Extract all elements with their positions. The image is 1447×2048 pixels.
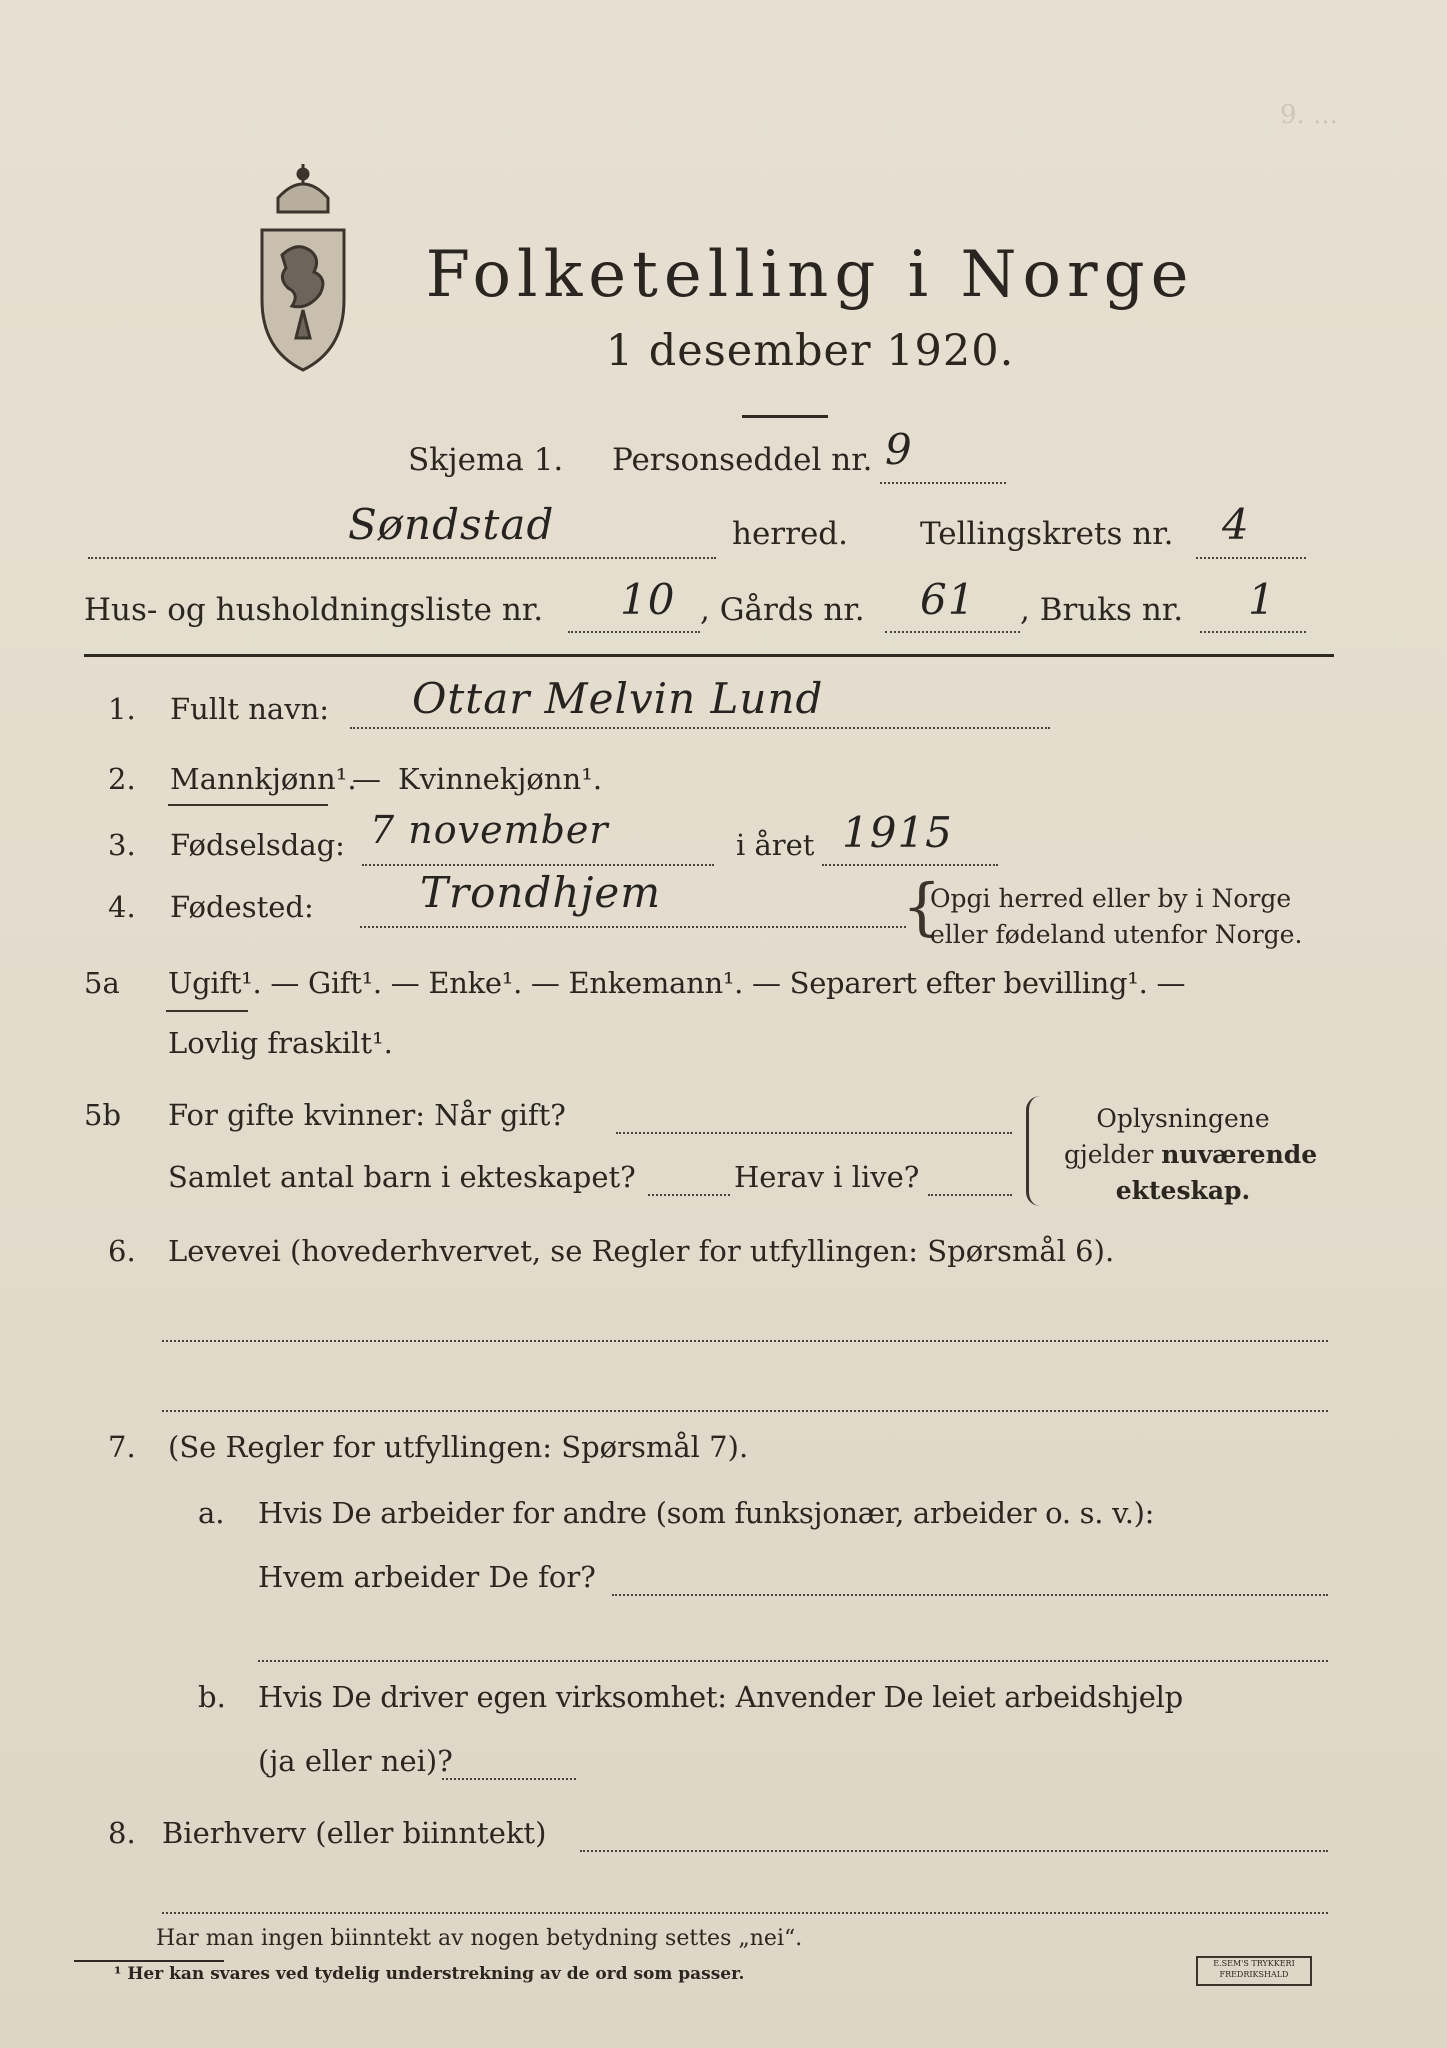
q3-label: Fødselsdag:: [170, 828, 345, 862]
footnote: ¹ Her kan svares ved tydelig understrekning av de ord som passer.: [114, 1964, 745, 1984]
q1-label: Fullt navn:: [170, 692, 330, 726]
husliste-label: Hus- og husholdningsliste nr.: [84, 592, 544, 628]
tellingskrets-field-line: [1196, 557, 1306, 559]
q2-number: 2.: [108, 762, 136, 796]
q3-field-line: [362, 864, 714, 866]
occupation-field-line-2[interactable]: [162, 1410, 1328, 1412]
birth-year-value[interactable]: 1915: [842, 808, 953, 857]
tellingskrets-label: Tellingskrets nr.: [920, 516, 1174, 552]
bruks-label: , Bruks nr.: [1020, 592, 1184, 628]
tellingskrets-value[interactable]: 4: [1222, 500, 1250, 549]
children-alive-field-line[interactable]: [928, 1194, 1012, 1196]
children-count-field-line[interactable]: [648, 1194, 730, 1196]
female-option[interactable]: Kvinnekjønn¹.: [398, 762, 603, 796]
q7a-line1: Hvis De arbeider for andre (som funksjonær, arbeider o. s. v.):: [258, 1496, 1155, 1530]
husliste-value[interactable]: 10: [620, 575, 676, 624]
q7a-line2: Hvem arbeider De for?: [258, 1560, 596, 1594]
personseddel-label: Personseddel nr.: [612, 442, 873, 478]
gards-value[interactable]: 61: [920, 575, 976, 624]
q5b-note-line1: Oplysningene: [1096, 1104, 1270, 1133]
bruks-field-line: [1200, 631, 1306, 633]
q4-note-line1: Opgi herred eller by i Norge: [930, 884, 1292, 913]
census-date: 1 desember 1920.: [605, 326, 1015, 376]
bruks-value[interactable]: 1: [1248, 575, 1276, 624]
q5b-note-line3: ekteskap.: [1115, 1176, 1251, 1205]
personseddel-field-line: [880, 482, 1006, 484]
herred-value[interactable]: Søndstad: [348, 500, 555, 549]
q4-note-brace: {: [902, 870, 942, 943]
q5b-note-line2a: gjelder: [1064, 1140, 1154, 1169]
q6-label: Levevei (hovederhvervet, se Regler for utfyllingen: Spørsmål 6).: [168, 1234, 1115, 1268]
q7b-line2: (ja eller nei)?: [258, 1744, 453, 1778]
husliste-field-line: [568, 631, 700, 633]
birthplace-value[interactable]: Trondhjem: [420, 868, 662, 917]
q7-label: (Se Regler for utfyllingen: Spørsmål 7).: [168, 1430, 749, 1464]
q4-field-line: [360, 926, 906, 928]
full-name-value[interactable]: Ottar Melvin Lund: [412, 674, 824, 723]
q3-year-field-line: [822, 864, 998, 866]
q7b-number: b.: [198, 1680, 226, 1714]
q5b-line1: For gifte kvinner: Når gift?: [168, 1098, 566, 1132]
q6-number: 6.: [108, 1234, 136, 1268]
q5b-note-bracket: [1026, 1096, 1041, 1206]
q7a-number: a.: [198, 1496, 225, 1530]
herred-label: herred.: [732, 516, 848, 552]
q5b-number: 5b: [84, 1098, 122, 1132]
printer-stamp: E.SEM'S TRYKKERI FREDRIKSHALD: [1196, 1956, 1312, 1986]
male-option[interactable]: Mannkjønn¹.: [170, 762, 357, 796]
q1-number: 1.: [108, 692, 136, 726]
q5b-children-label: Samlet antal barn i ekteskapet?: [168, 1160, 636, 1194]
personseddel-value[interactable]: 9: [885, 425, 913, 474]
q5a-number: 5a: [84, 966, 120, 1000]
birth-date-value[interactable]: 7 november: [370, 808, 609, 852]
q8-label: Bierhverv (eller biinntekt): [162, 1816, 547, 1850]
occupation-field-line-1[interactable]: [162, 1340, 1328, 1342]
employer-field-line-2[interactable]: [258, 1660, 1328, 1662]
q4-number: 4.: [108, 890, 136, 924]
q3-year-label: i året: [736, 828, 815, 862]
q7b-line1: Hvis De driver egen virksomhet: Anvender De leiet arbeidshjelp: [258, 1680, 1183, 1714]
bleed-through-text: 9. ...: [1280, 100, 1338, 130]
q4-note-line2: eller fødeland utenfor Norge.: [930, 920, 1303, 949]
q5b-alive-label: Herav i live?: [734, 1160, 920, 1194]
page-title: Folketelling i Norge: [425, 238, 1195, 312]
footer-note: Har man ingen biinntekt av nogen betydning settes „nei“.: [156, 1926, 803, 1951]
marital-status-divorced[interactable]: Lovlig fraskilt¹.: [168, 1026, 393, 1060]
q2-separator: —: [352, 762, 381, 796]
male-selected-underline: [168, 804, 328, 806]
coat-of-arms-icon: [248, 160, 358, 375]
q7-number: 7.: [108, 1430, 136, 1464]
side-income-field-line-2[interactable]: [162, 1912, 1328, 1914]
marital-status-options[interactable]: Ugift¹. — Gift¹. — Enke¹. — Enkemann¹. — Separert efter bevilling¹. —: [168, 966, 1186, 1000]
q5b-note-line2b: nuværende: [1161, 1140, 1318, 1169]
q4-label: Fødested:: [170, 890, 314, 924]
footnote-rule: [74, 1960, 224, 1962]
married-when-field-line[interactable]: [616, 1132, 1012, 1134]
title-divider: [742, 415, 828, 418]
gards-label: , Gårds nr.: [700, 592, 865, 628]
q3-number: 3.: [108, 828, 136, 862]
schema-label: Skjema 1.: [408, 442, 564, 478]
employer-field-line-1[interactable]: [612, 1594, 1328, 1596]
herred-field-line: [88, 557, 716, 559]
q1-field-line: [350, 727, 1050, 729]
gards-field-line: [885, 631, 1020, 633]
side-income-field-line-1[interactable]: [580, 1850, 1328, 1852]
unmarried-selected-underline: [166, 1010, 248, 1012]
q8-number: 8.: [108, 1816, 136, 1850]
hired-help-field-line[interactable]: [442, 1778, 576, 1780]
header-separator: [84, 654, 1334, 657]
